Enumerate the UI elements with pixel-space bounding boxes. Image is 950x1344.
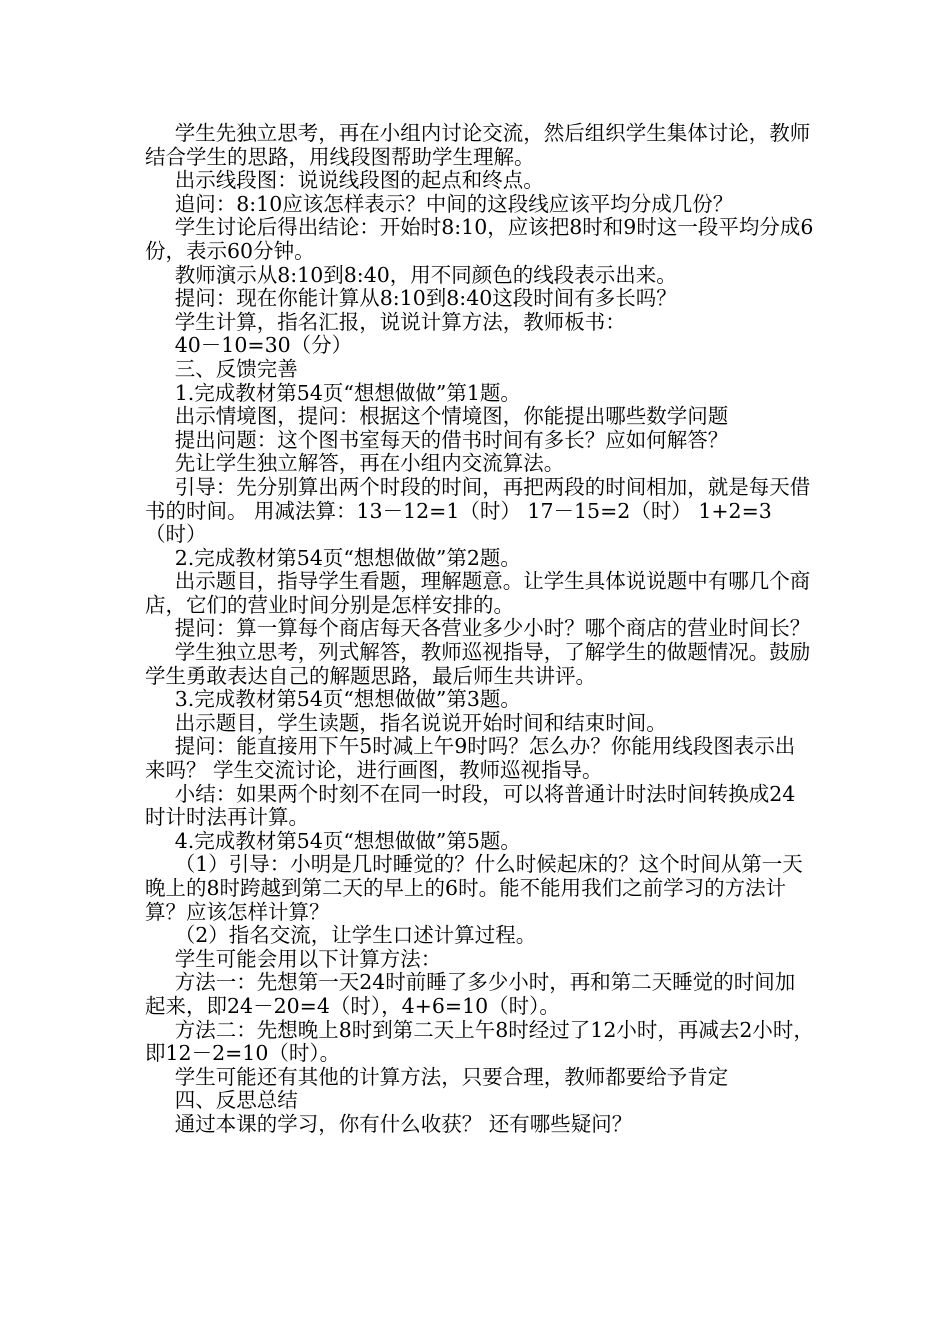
paragraph: 提问：算一算每个商店每天各营业多少小时？哪个商店的营业时间长？ <box>174 616 811 641</box>
paragraph: 提问：能直接用下午5时减上午9时吗？怎么办？你能用线段图表示出来吗？ 学生交流讨论，进行画图，教师巡视指导。 <box>145 734 796 783</box>
paragraph: 引导：先分别算出两个时段的时间，再把两段的时间相加，就是每天借书的时间。 用减法算：13－12=1（时） 17－15=2（时） 1+2=3（时） <box>145 474 811 547</box>
paragraph: 4.完成教材第54页“想想做做”第5题。 <box>174 828 521 853</box>
paragraph: 学生先独立思考，再在小组内讨论交流，然后组织学生集体讨论，教师结合学生的思路，用线段图帮助学生理解。 <box>145 121 811 169</box>
paragraph: 学生计算，指名汇报，说说计算方法，教师板书： <box>174 309 626 334</box>
paragraph: 出示情境图，提问：根据这个情境图，你能提出哪些数学问题 <box>174 404 729 429</box>
paragraph: （1）引导：小明是几时睡觉的？什么时候起床的？这个时间从第一天晚上的8时跨越到第二天的早上的6时。能不能用我们之前学习的方法计算？应该怎样计算？ <box>145 852 803 924</box>
paragraph: 追问：8:10应该怎样表示？中间的这段线应该平均分成几份？ <box>174 191 734 216</box>
paragraph: 学生独立思考，列式解答，教师巡视指导，了解学生的做题情况。鼓励学生勇敢表达自己的解题思路，最后师生共讲评。 <box>145 640 811 688</box>
paragraph: 方法二：先想晚上8时到第二天上午8时经过了12小时，再减去2小时，即12－2=10（时）。 <box>145 1017 814 1066</box>
paragraph: 3.完成教材第54页“想想做做”第3题。 <box>174 687 521 712</box>
paragraph: 出示题目，学生读题，指名说说开始时间和结束时间。 <box>174 710 667 735</box>
paragraph: 2.完成教材第54页“想想做做”第2题。 <box>174 545 521 570</box>
paragraph: 1.完成教材第54页“想想做做”第1题。 <box>174 380 521 405</box>
paragraph: 40－10=30（分） <box>174 333 353 358</box>
paragraph: 提问：现在你能计算从8:10到8:40这段时间有多长吗？ <box>174 286 677 311</box>
section-heading: 四、反思总结 <box>174 1088 298 1113</box>
paragraph: （2）指名交流，让学生口述计算过程。 <box>174 923 537 948</box>
paragraph: 提出问题：这个图书室每天的借书时间有多长？应如何解答？ <box>174 427 729 452</box>
paragraph: 学生可能会用以下计算方法： <box>174 946 442 971</box>
paragraph: 通过本课的学习，你有什么收获？ 还有哪些疑问？ <box>174 1111 633 1136</box>
paragraph: 出示线段图：说说线段图的起点和终点。 <box>174 168 544 193</box>
paragraph: 学生可能还有其他的计算方法，只要合理，教师都要给予肯定 <box>174 1064 729 1089</box>
paragraph: 先让学生独立解答，再在小组内交流算法。 <box>174 451 565 476</box>
paragraph: 小结：如果两个时刻不在同一时段，可以将普通计时法时间转换成24时计时法再计算。 <box>145 781 796 830</box>
document-body <box>145 122 815 1137</box>
paragraph: 出示题目，指导学生看题，理解题意。让学生具体说说题中有哪几个商店，它们的营业时间分别是怎样安排的。 <box>145 569 811 617</box>
paragraph: 方法一：先想第一天24时前睡了多少小时，再和第二天睡觉的时间加起来，即24－20=4（时），4+6=10（时）。 <box>145 970 796 1018</box>
paragraph: 教师演示从8:10到8:40，用不同颜色的线段表示出来。 <box>174 262 677 287</box>
section-heading: 三、反馈完善 <box>174 356 298 381</box>
paragraph: 学生讨论后得出结论：开始时8:10，应该把8时和9时这一段平均分成6份，表示60分钟。 <box>145 215 814 263</box>
